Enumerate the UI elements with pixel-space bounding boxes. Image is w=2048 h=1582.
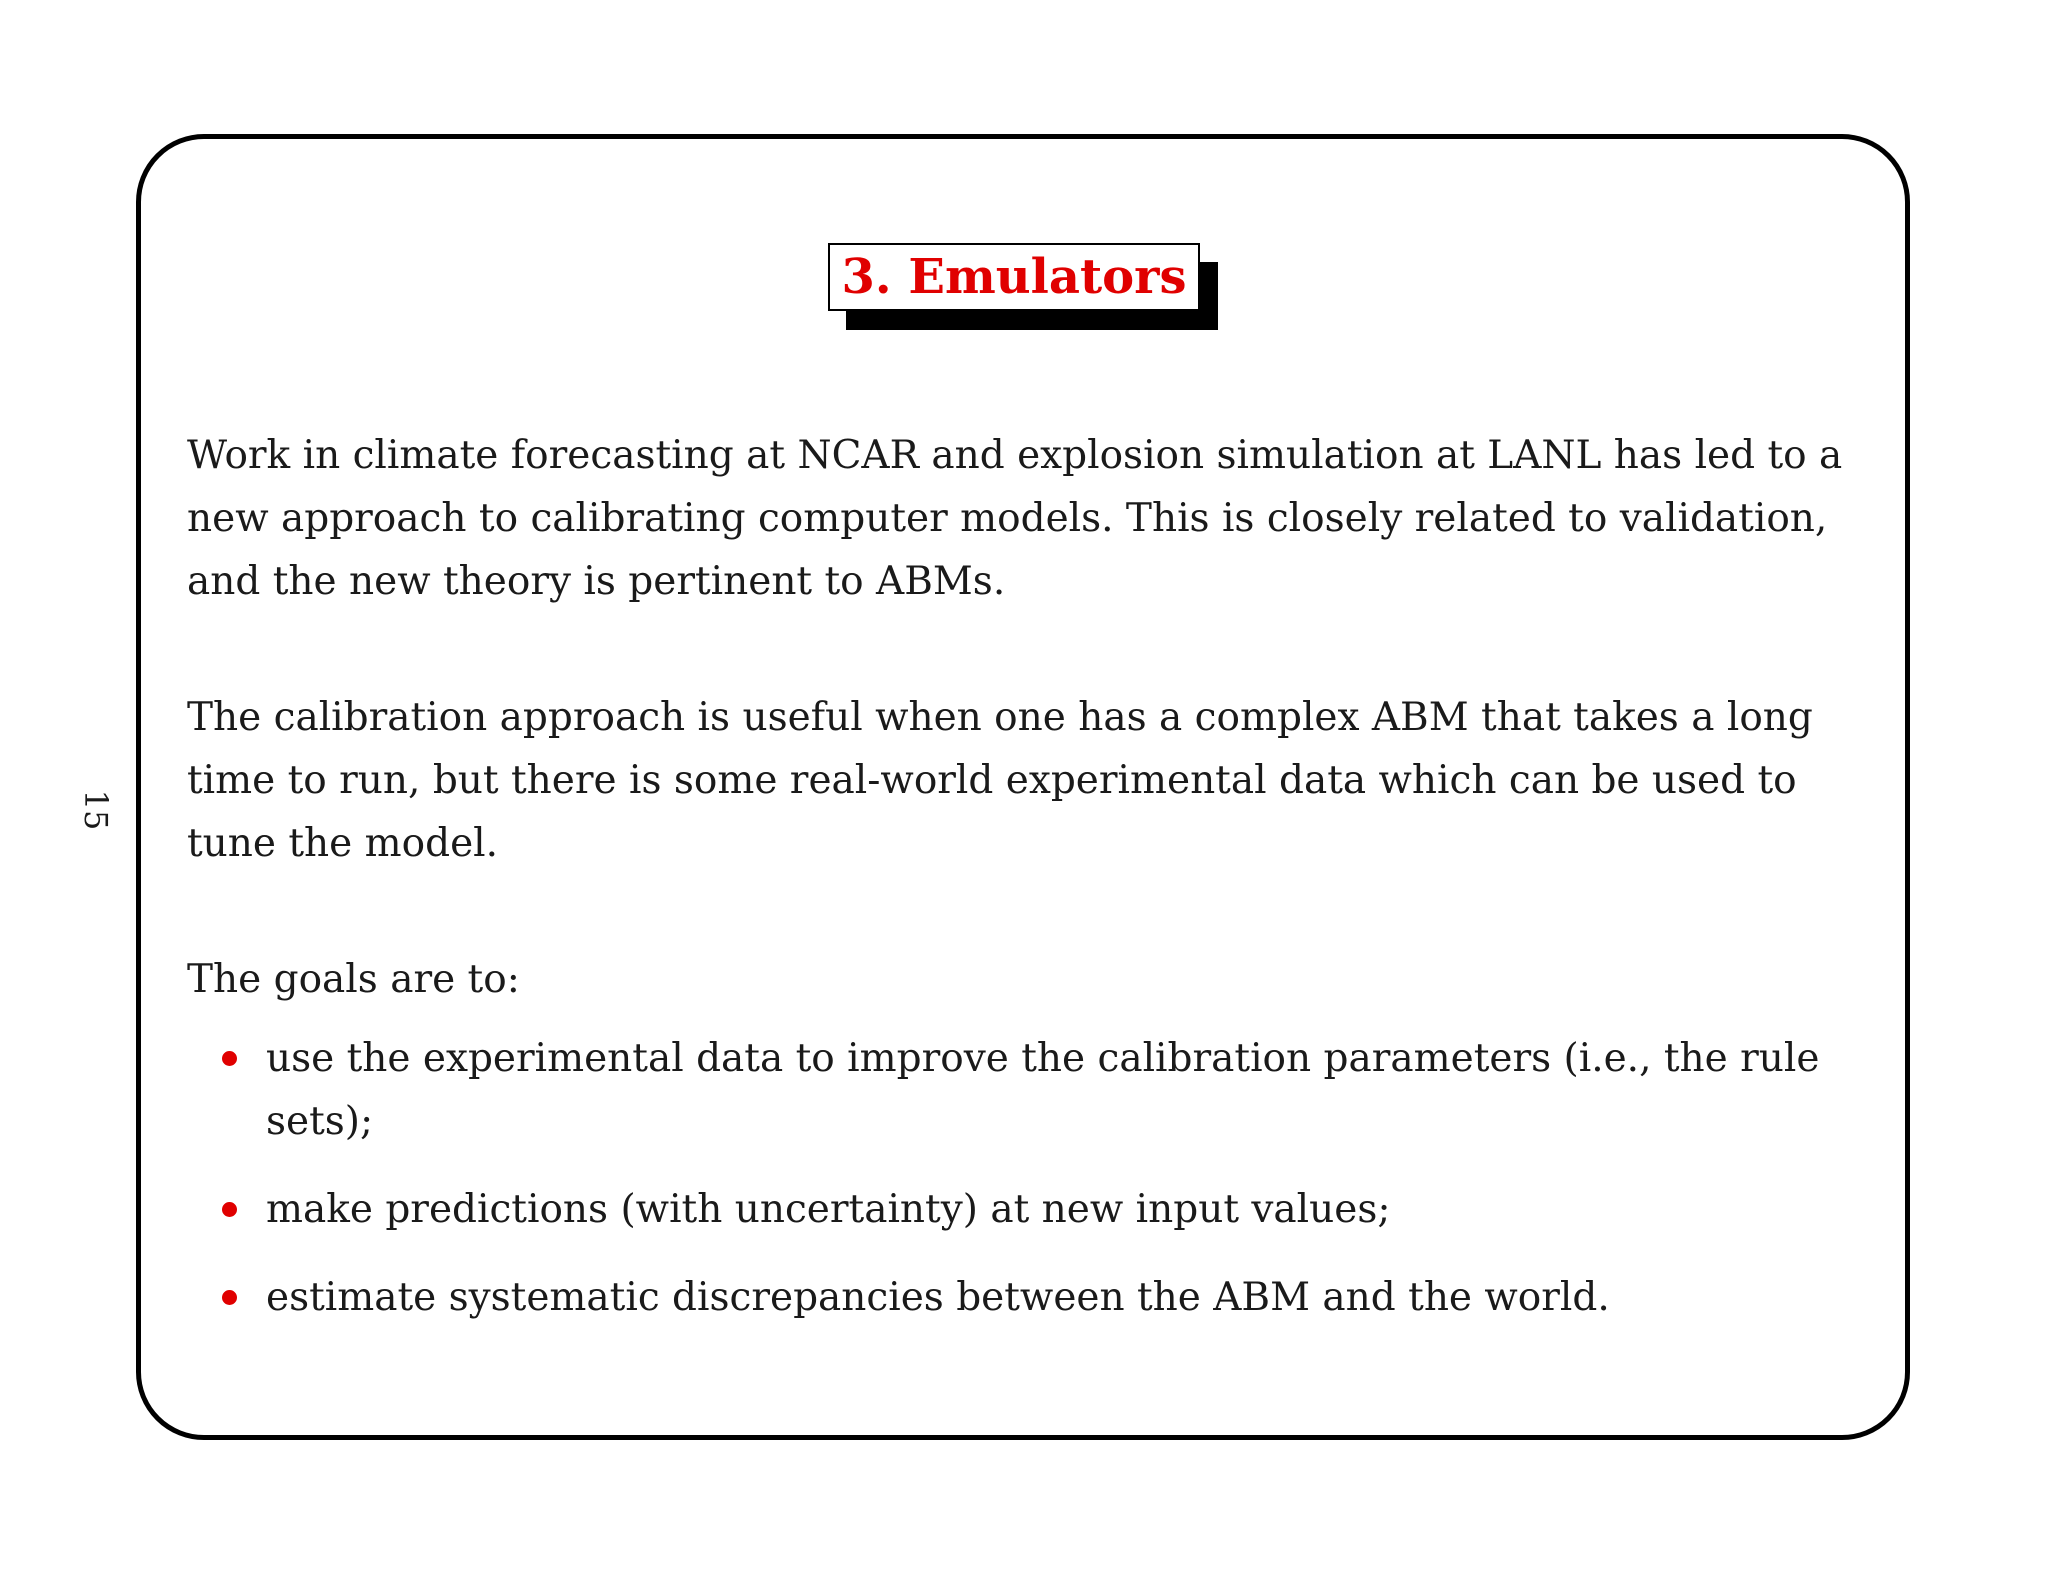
goals-heading: The goals are to: [187, 957, 520, 1002]
list-item-text: use the experimental data to improve the calibration parameters (i.e., the rule sets); [266, 1036, 1820, 1144]
calibration-paragraph: The calibration approach is useful when one has a complex ABM that takes a long time to run, but there is some real-world experimental data which can be used to tune the model. [187, 695, 1813, 866]
bullet-icon [222, 1051, 237, 1066]
bullet-icon [222, 1290, 237, 1305]
slide-content [187, 424, 1867, 1354]
goals-list [187, 1027, 1867, 1329]
list-item-text: make predictions (with uncertainty) at new input values; [266, 1187, 1391, 1232]
list-item [187, 1266, 1867, 1329]
intro-paragraph: Work in climate forecasting at NCAR and explosion simulation at LANL has led to a new approach to calibrating computer models. This is closely related to validation, and the new theory is pertinent to ABMs. [187, 433, 1843, 604]
slide-title-container [828, 243, 1200, 311]
list-item [187, 1027, 1867, 1153]
slide-title: 3. Emulators [828, 243, 1200, 311]
page-number: 15 [77, 789, 115, 831]
list-item [187, 1178, 1867, 1241]
bullet-icon [222, 1202, 237, 1217]
list-item-text: estimate systematic discrepancies between the ABM and the world. [266, 1275, 1610, 1320]
